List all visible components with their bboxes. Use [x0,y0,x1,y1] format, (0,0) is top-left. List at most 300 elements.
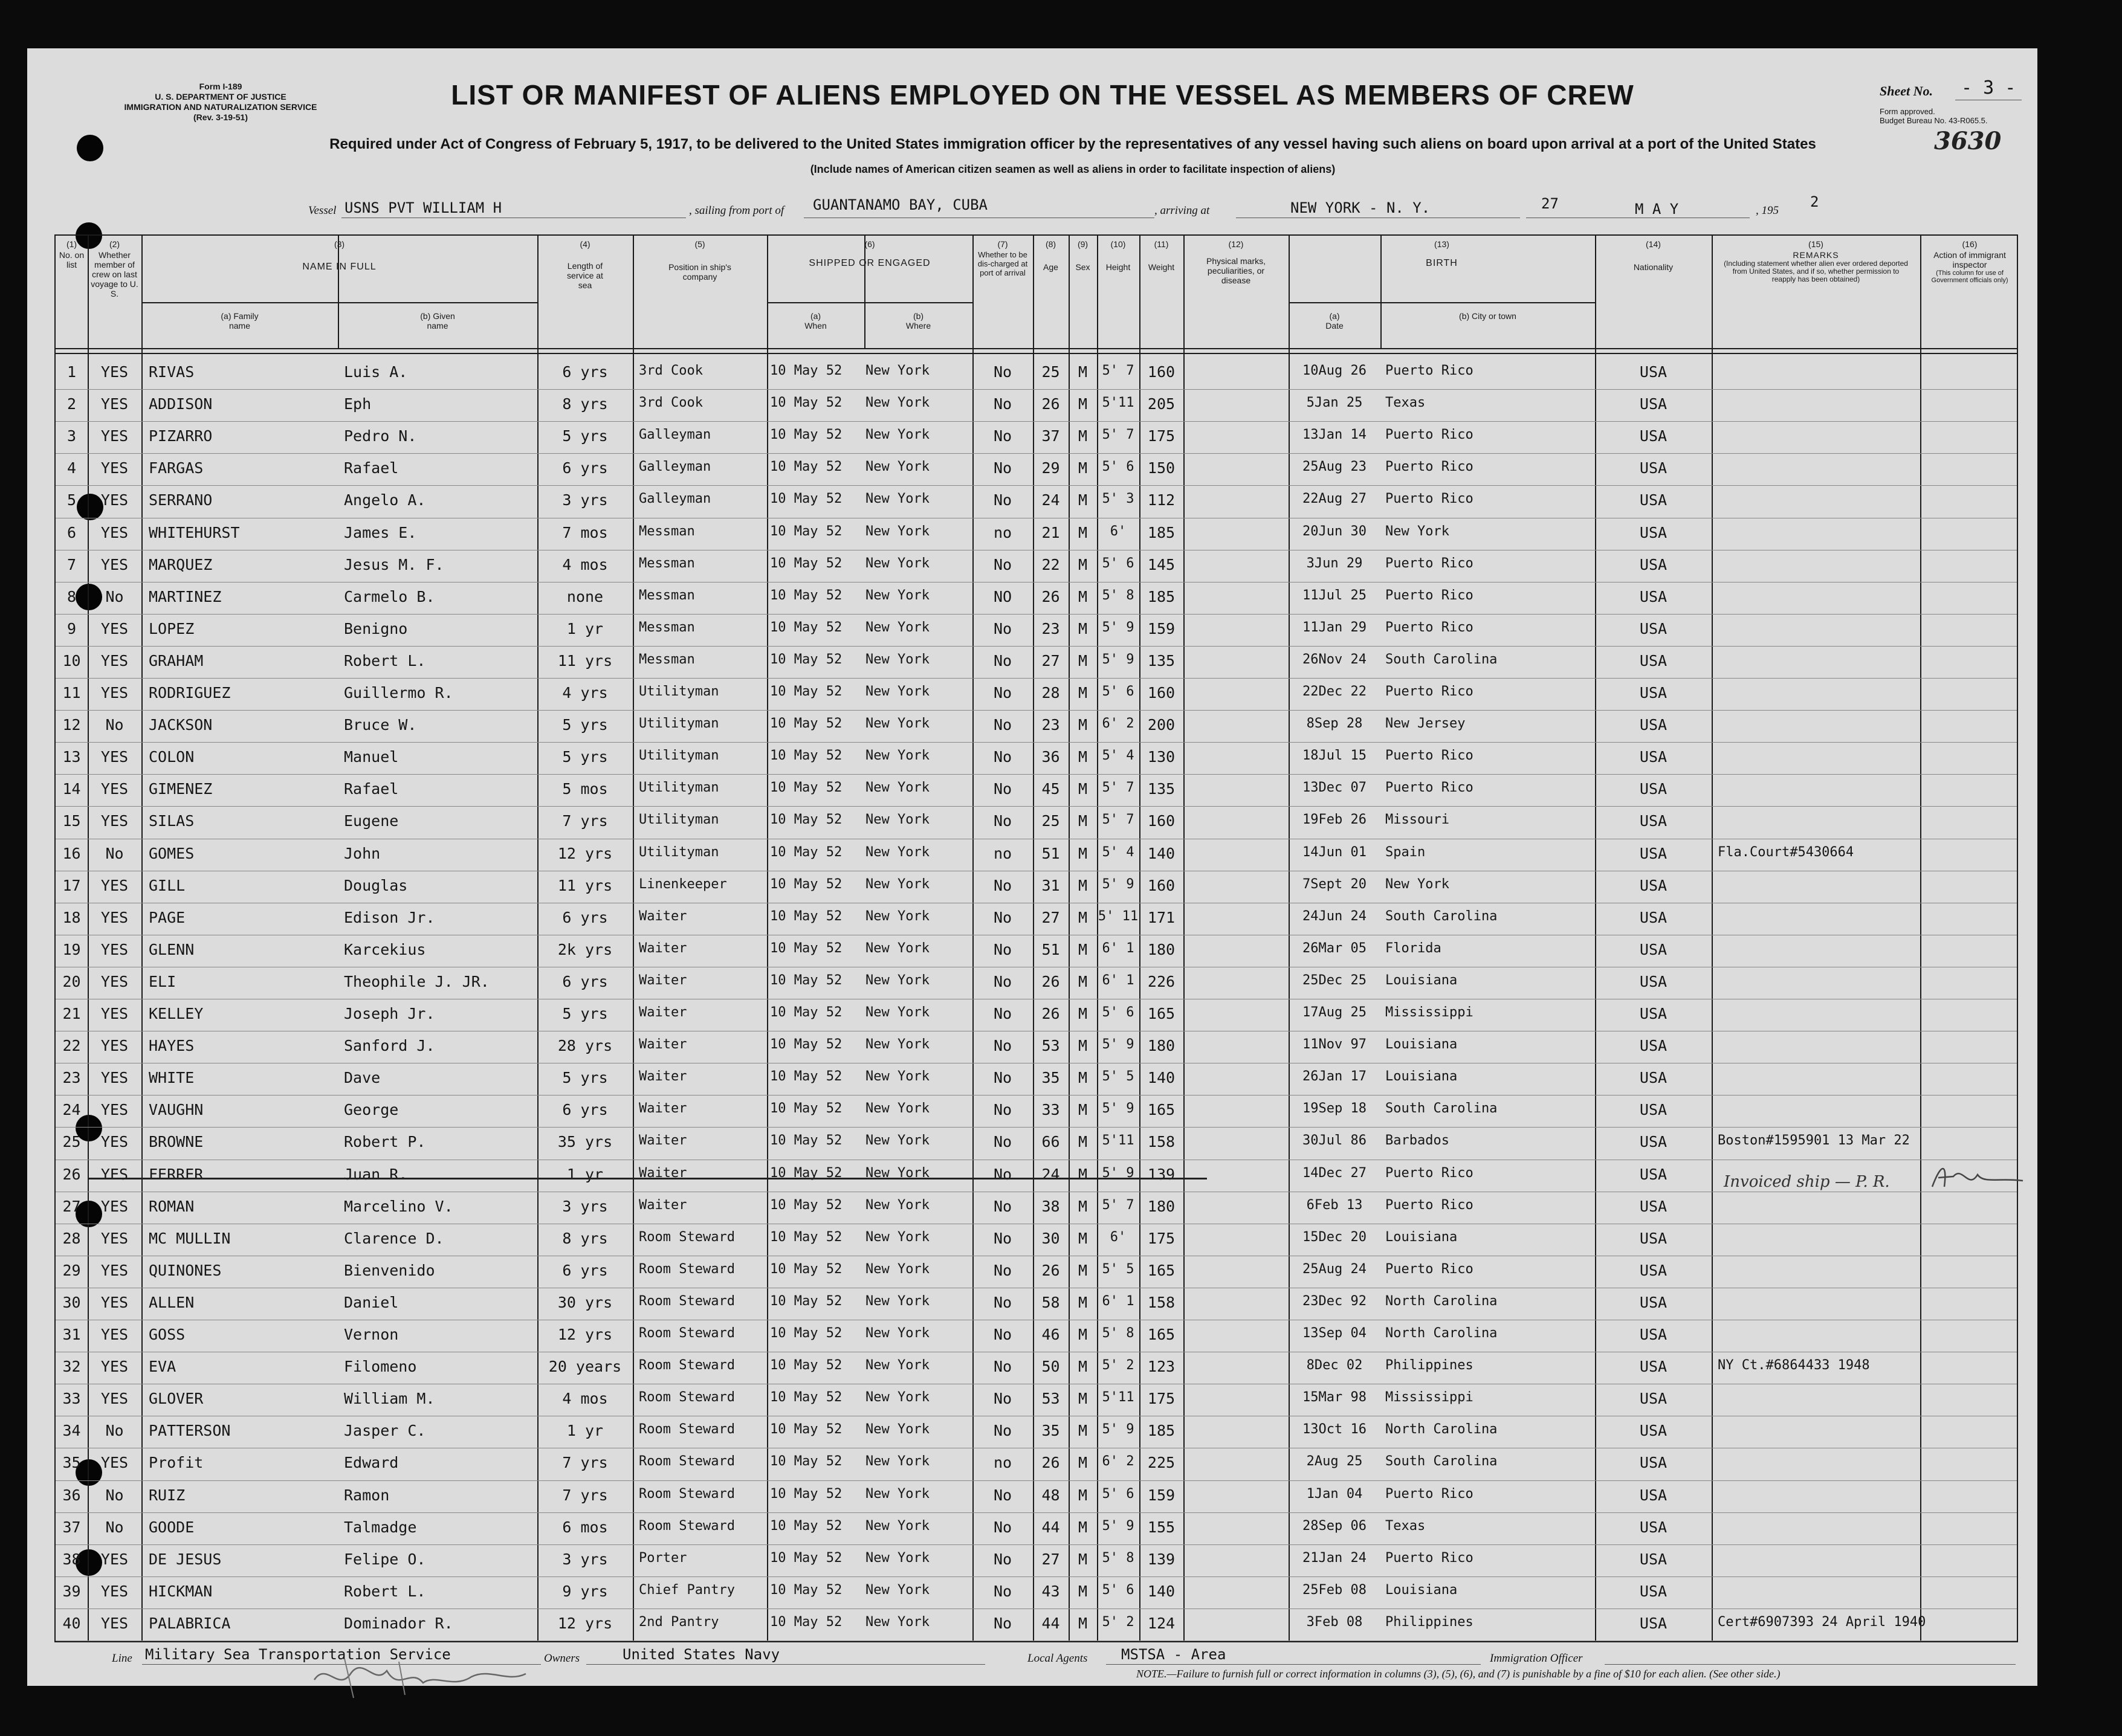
age-cell: 31 [1041,876,1060,894]
age-cell: 27 [1041,1550,1060,1568]
nationality-cell: USA [1639,748,1668,766]
nationality-cell: USA [1639,1165,1668,1183]
height-cell: 5' 5 [1102,1261,1134,1277]
nationality-cell: USA [1639,459,1668,477]
shipped-where-cell: New York [865,1133,930,1149]
remarks-cell [1718,491,1920,515]
height-cell: 5' 9 [1102,1518,1134,1534]
weight-cell: 160 [1147,876,1176,894]
remarks-cell [1718,1583,1920,1607]
shipped-where-cell: New York [865,1486,930,1502]
service-length-cell: 5 yrs [562,716,608,734]
shipped-where-cell: New York [865,1614,930,1630]
service-length-cell: 2k yrs [557,940,613,958]
previous-voyage-cell: YES [100,876,129,894]
table-row [56,1226,2017,1258]
height-cell: 5' 6 [1102,1582,1134,1598]
given-name-cell: Jesus M. F. [344,555,444,573]
position-cell: Linenkeeper [639,876,727,892]
row-26-handwritten-remark: Invoiced ship — P. R. [1724,1172,1890,1191]
height-cell: 5'11 [1102,395,1134,411]
family-name-cell: GLENN [149,940,195,958]
position-cell: Room Steward [639,1358,735,1373]
form-approved-label: Form approved. [1880,107,1935,116]
height-cell: 6' 1 [1102,1293,1134,1309]
table-row [56,1354,2017,1386]
age-cell: 25 [1041,363,1060,381]
discharged-cell: No [993,363,1012,381]
table-row [56,1386,2017,1418]
height-cell: 5' 9 [1102,1037,1134,1053]
shipped-where-cell: New York [865,587,930,603]
table-row [56,1450,2017,1482]
birth-place-cell: Puerto Rico [1385,491,1473,507]
sex-cell: M [1078,844,1088,862]
remarks-cell: Cert#6907393 24 April 1940 [1718,1614,1926,1630]
physical-marks-cell [1183,1230,1289,1254]
nationality-cell: USA [1639,1358,1668,1376]
shipped-when-cell: 10 May 52 [770,427,843,443]
position-cell: Waiter [639,1197,687,1213]
nationality-cell: USA [1639,363,1668,381]
sex-cell: M [1078,427,1088,445]
weight-cell: 140 [1147,844,1176,862]
table-row [56,680,2017,712]
previous-voyage-cell: YES [100,748,129,766]
given-name-cell: Robert L. [344,1582,426,1600]
service-length-cell: 5 yrs [562,427,608,445]
weight-cell: 180 [1147,1037,1176,1055]
sheet-number: - 3 - [1961,77,2016,98]
age-cell: 22 [1041,555,1060,573]
remarks-cell [1718,1198,1920,1222]
sex-cell: M [1078,491,1088,509]
age-cell: 53 [1041,1037,1060,1055]
nationality-cell: USA [1639,491,1668,509]
service-length-cell: 7 yrs [562,812,608,830]
discharged-cell: No [993,1261,1012,1279]
discharged-cell: No [993,1326,1012,1343]
family-name-cell: EVA [149,1358,176,1376]
birth-date-cell: 11Jul 25 [1302,587,1367,603]
shipped-where-cell: New York [865,1326,930,1341]
table-row [56,776,2017,808]
stamp-number: 3630 [1934,127,2002,155]
height-cell: 5' 8 [1102,587,1134,603]
given-name-cell: Felipe O. [344,1550,426,1568]
sex-cell: M [1078,459,1088,477]
age-cell: 27 [1041,908,1060,926]
physical-marks-cell [1183,1518,1289,1543]
shipped-where-cell: New York [865,748,930,764]
service-length-cell: 9 yrs [562,1582,608,1600]
previous-voyage-cell: YES [100,812,129,830]
sex-cell: M [1078,1614,1088,1632]
physical-marks-cell [1183,845,1289,869]
shipped-when-cell: 10 May 52 [770,748,843,764]
row-number: 31 [62,1326,81,1343]
row-number: 17 [62,876,81,894]
discharged-cell: no [993,523,1012,541]
header-shipped-where: (b) Where [905,311,931,331]
remarks-cell [1718,524,1920,548]
weight-cell: 135 [1147,780,1176,798]
shipped-when-cell: 10 May 52 [770,684,843,699]
weight-cell: 226 [1147,972,1176,990]
family-name-cell: Profit [149,1454,204,1472]
shipped-where-cell: New York [865,619,930,635]
age-cell: 21 [1041,523,1060,541]
discharged-cell: No [993,1422,1012,1440]
shipped-when-cell: 10 May 52 [770,844,843,860]
row-number: 15 [62,812,81,830]
birth-place-cell: South Carolina [1385,1454,1498,1470]
previous-voyage-cell: YES [100,1165,129,1183]
previous-voyage-cell: YES [100,1101,129,1119]
birth-place-cell: Louisiana [1385,1229,1458,1245]
position-cell: Waiter [639,1037,687,1053]
service-length-cell: 5 yrs [562,1005,608,1022]
position-cell: Utilityman [639,748,719,764]
sex-cell: M [1078,1101,1088,1119]
birth-date-cell: 13Jan 14 [1302,427,1367,443]
physical-marks-cell [1183,877,1289,901]
row-number: 20 [62,972,81,990]
birth-place-cell: Louisiana [1385,972,1458,988]
previous-voyage-cell: YES [100,1229,129,1247]
nationality-cell: USA [1639,651,1668,670]
discharged-cell: No [993,1197,1012,1215]
service-length-cell: 5 yrs [562,1069,608,1087]
discharged-cell: No [993,1133,1012,1151]
row-number: 9 [66,619,77,637]
previous-voyage-cell: YES [100,1390,129,1408]
given-name-cell: Guillermo R. [344,684,453,702]
discharged-cell: No [993,1101,1012,1119]
remarks-cell [1718,1294,1920,1318]
birth-date-cell: 20Jun 30 [1302,523,1367,539]
service-length-cell: 11 yrs [557,876,613,894]
family-name-cell: ADDISON [149,395,213,413]
table-row [56,1322,2017,1354]
given-name-cell: Filomeno [344,1358,417,1376]
previous-voyage-cell: YES [100,1069,129,1087]
shipped-where-cell: New York [865,555,930,571]
position-cell: Utilityman [639,716,719,732]
position-cell: Waiter [639,972,687,988]
previous-voyage-cell: YES [100,491,129,509]
row-number: 21 [62,1005,81,1022]
age-cell: 29 [1041,459,1060,477]
family-name-cell: GOMES [149,844,195,862]
birth-place-cell: Barbados [1385,1133,1449,1149]
weight-cell: 185 [1147,587,1176,605]
service-length-cell: 30 yrs [557,1293,613,1311]
birth-place-cell: Puerto Rico [1385,1550,1473,1566]
table-row [56,1129,2017,1161]
weight-cell: 160 [1147,363,1176,381]
weight-cell: 123 [1147,1358,1176,1376]
shipped-where-cell: New York [865,1229,930,1245]
given-name-cell: Pedro N. [344,427,417,445]
family-name-cell: WHITEHURST [149,523,240,541]
physical-marks-cell [1183,459,1289,483]
sex-cell: M [1078,908,1088,926]
given-name-cell: Angelo A. [344,491,426,509]
shipped-where-cell: New York [865,523,930,539]
family-name-cell: GIMENEZ [149,780,213,798]
physical-marks-cell [1183,1037,1289,1061]
weight-cell: 175 [1147,1390,1176,1408]
age-cell: 43 [1041,1582,1060,1600]
birth-place-cell: South Carolina [1385,651,1498,667]
table-row [56,456,2017,488]
weight-cell: 159 [1147,619,1176,637]
previous-voyage-cell: YES [100,555,129,573]
header-nationality: (14) Nationality [1633,239,1674,272]
remarks-cell [1718,780,1920,804]
birth-place-cell: North Carolina [1385,1422,1498,1438]
sex-cell: M [1078,1422,1088,1440]
given-name-cell: Carmelo B. [344,587,435,605]
service-length-cell: 12 yrs [557,1614,613,1632]
weight-cell: 225 [1147,1454,1176,1472]
family-name-cell: PATTERSON [149,1422,231,1440]
birth-date-cell: 23Dec 92 [1302,1293,1367,1309]
sex-cell: M [1078,523,1088,541]
birth-date-cell: 25Feb 08 [1302,1582,1367,1598]
discharged-cell: No [993,1229,1012,1247]
discharged-cell: No [993,972,1012,990]
position-cell: Room Steward [639,1422,735,1438]
position-cell: 3rd Cook [639,363,703,378]
physical-marks-cell [1183,1198,1289,1222]
row-number: 24 [62,1101,81,1119]
remarks-cell: Boston#1595901 13 Mar 22 [1718,1133,1910,1149]
height-cell: 5' 7 [1102,812,1134,828]
given-name-cell: Edward [344,1454,399,1472]
birth-place-cell: North Carolina [1385,1326,1498,1341]
service-length-cell: 7 mos [562,523,608,541]
height-cell: 5' 9 [1102,651,1134,667]
shipped-where-cell: New York [865,1550,930,1566]
table-row [56,1258,2017,1290]
discharged-cell: NO [993,587,1012,605]
remarks-cell [1718,652,1920,676]
service-length-cell: 5 mos [562,780,608,798]
signature-scrawl [308,1656,550,1704]
birth-place-cell: Puerto Rico [1385,1486,1473,1502]
height-cell: 5'11 [1102,1390,1134,1405]
position-cell: Messman [639,555,695,571]
shipped-when-cell: 10 May 52 [770,587,843,603]
row-number: 25 [62,1133,81,1151]
remarks-cell [1718,1486,1920,1511]
remarks-cell [1718,1069,1920,1093]
height-cell: 5' 9 [1102,1422,1134,1438]
family-name-cell: JACKSON [149,716,213,734]
physical-marks-cell [1183,1454,1289,1478]
previous-voyage-cell: YES [100,684,129,702]
position-cell: Room Steward [639,1454,735,1470]
sailing-from-port: GUANTANAMO BAY, CUBA [813,196,988,213]
given-name-cell: Luis A. [344,363,408,381]
age-cell: 25 [1041,812,1060,830]
shipped-where-cell: New York [865,1261,930,1277]
age-cell: 36 [1041,748,1060,766]
weight-cell: 175 [1147,1229,1176,1247]
remarks-cell [1718,1550,1920,1575]
age-cell: 23 [1041,716,1060,734]
family-name-cell: MC MULLIN [149,1229,231,1247]
discharged-cell: no [993,844,1012,862]
sex-cell: M [1078,876,1088,894]
sex-cell: M [1078,1358,1088,1376]
year-digit: 2 [1810,193,1819,210]
header-given-name: (b) Given name [420,311,455,331]
shipped-when-cell: 10 May 52 [770,523,843,539]
position-cell: Waiter [639,1069,687,1085]
service-length-cell: 6 mos [562,1518,608,1536]
age-cell: 51 [1041,940,1060,958]
table-row [56,1515,2017,1547]
family-name-cell: LOPEZ [149,619,195,637]
birth-place-cell: Puerto Rico [1385,684,1473,699]
previous-voyage-cell: YES [100,1614,129,1632]
birth-place-cell: Texas [1385,1518,1426,1534]
family-name-cell: HAYES [149,1037,195,1055]
height-cell: 5' 4 [1102,844,1134,860]
line-value: Military Sea Transportation Service [145,1646,451,1663]
row-number: 30 [62,1293,81,1311]
nationality-cell: USA [1639,1101,1668,1119]
form-revision: (Rev. 3-19-51) [193,112,248,122]
age-cell: 26 [1041,1261,1060,1279]
service-length-cell: 1 yr [566,1165,604,1183]
previous-voyage-cell: YES [100,619,129,637]
table-row [56,969,2017,1001]
previous-voyage-cell: No [105,1486,124,1504]
local-agents-value: MSTSA - Area [1121,1646,1226,1663]
sex-cell: M [1078,1326,1088,1343]
birth-place-cell: South Carolina [1385,908,1498,924]
physical-marks-cell [1183,684,1289,708]
arriving-at-port: NEW YORK - N. Y. [1290,199,1431,216]
position-cell: Room Steward [639,1293,735,1309]
physical-marks-cell [1183,363,1289,387]
previous-voyage-cell: YES [100,1037,129,1055]
height-cell: 6' 2 [1102,716,1134,732]
physical-marks-cell [1183,1583,1289,1607]
given-name-cell: Joseph Jr. [344,1005,435,1022]
row-number: 7 [66,555,77,573]
height-cell: 5' 7 [1102,427,1134,443]
position-cell: Utilityman [639,780,719,796]
previous-voyage-cell: YES [100,1358,129,1376]
physical-marks-cell [1183,1069,1289,1093]
sex-cell: M [1078,1005,1088,1022]
sex-cell: M [1078,555,1088,573]
previous-voyage-cell: YES [100,1005,129,1022]
previous-voyage-cell: YES [100,523,129,541]
sex-cell: M [1078,716,1088,734]
table-row [56,1547,2017,1579]
shipped-when-cell: 10 May 52 [770,908,843,924]
birth-place-cell: Florida [1385,940,1441,956]
birth-place-cell: Puerto Rico [1385,1261,1473,1277]
weight-cell: 185 [1147,1422,1176,1440]
physical-marks-cell [1183,1101,1289,1125]
birth-place-cell: Puerto Rico [1385,427,1473,443]
position-cell: Messman [639,587,695,603]
shipped-when-cell: 10 May 52 [770,1133,843,1149]
service-length-cell: 8 yrs [562,395,608,413]
header-no-on-list: (1) No. on list [59,239,85,269]
previous-voyage-cell: YES [100,427,129,445]
discharged-cell: No [993,716,1012,734]
local-agents-label: Local Agents [1027,1652,1088,1665]
sex-cell: M [1078,780,1088,798]
birth-place-cell: Texas [1385,395,1426,411]
weight-cell: 145 [1147,555,1176,573]
position-cell: Utilityman [639,812,719,828]
remarks-cell [1718,1518,1920,1543]
weight-cell: 180 [1147,1197,1176,1215]
discharged-cell: No [993,1358,1012,1376]
service-length-cell: 4 mos [562,1390,608,1408]
birth-date-cell: 15Mar 98 [1302,1390,1367,1405]
table-row [56,552,2017,584]
shipped-where-cell: New York [865,427,930,443]
arriving-at-label: , arriving at [1154,204,1210,217]
shipped-where-cell: New York [865,1454,930,1470]
discharged-cell: No [993,684,1012,702]
birth-place-cell: Mississippi [1385,1005,1473,1020]
birth-date-cell: 7Sept 20 [1302,876,1367,892]
height-cell: 5' 9 [1102,876,1134,892]
family-name-cell: PALABRICA [149,1614,231,1632]
age-cell: 33 [1041,1101,1060,1119]
shipped-where-cell: New York [865,876,930,892]
shipped-when-cell: 10 May 52 [770,1165,843,1181]
nationality-cell: USA [1639,1422,1668,1440]
sex-cell: M [1078,972,1088,990]
position-cell: Galleyman [639,491,711,507]
table-row [56,648,2017,680]
nationality-cell: USA [1639,876,1668,894]
weight-cell: 200 [1147,716,1176,734]
header-birth-date: (a) Date [1325,311,1344,331]
remarks-cell [1718,909,1920,933]
shipped-when-cell: 10 May 52 [770,876,843,892]
previous-voyage-cell: No [105,844,124,862]
height-cell: 5' 11 [1098,908,1139,924]
position-cell: Room Steward [639,1486,735,1502]
given-name-cell: Sanford J. [344,1037,435,1055]
family-name-cell: BROWNE [149,1133,204,1151]
shipped-where-cell: New York [865,1101,930,1117]
shipped-when-cell: 10 May 52 [770,1390,843,1405]
given-name-cell: Theophile J. JR. [344,972,490,990]
height-cell: 6' 1 [1102,972,1134,988]
given-name-cell: Bruce W. [344,716,417,734]
shipped-when-cell: 10 May 52 [770,1550,843,1566]
family-name-cell: ROMAN [149,1197,195,1215]
discharged-cell: No [993,908,1012,926]
remarks-cell [1718,684,1920,708]
position-cell: Waiter [639,1005,687,1020]
discharged-cell: No [993,940,1012,958]
